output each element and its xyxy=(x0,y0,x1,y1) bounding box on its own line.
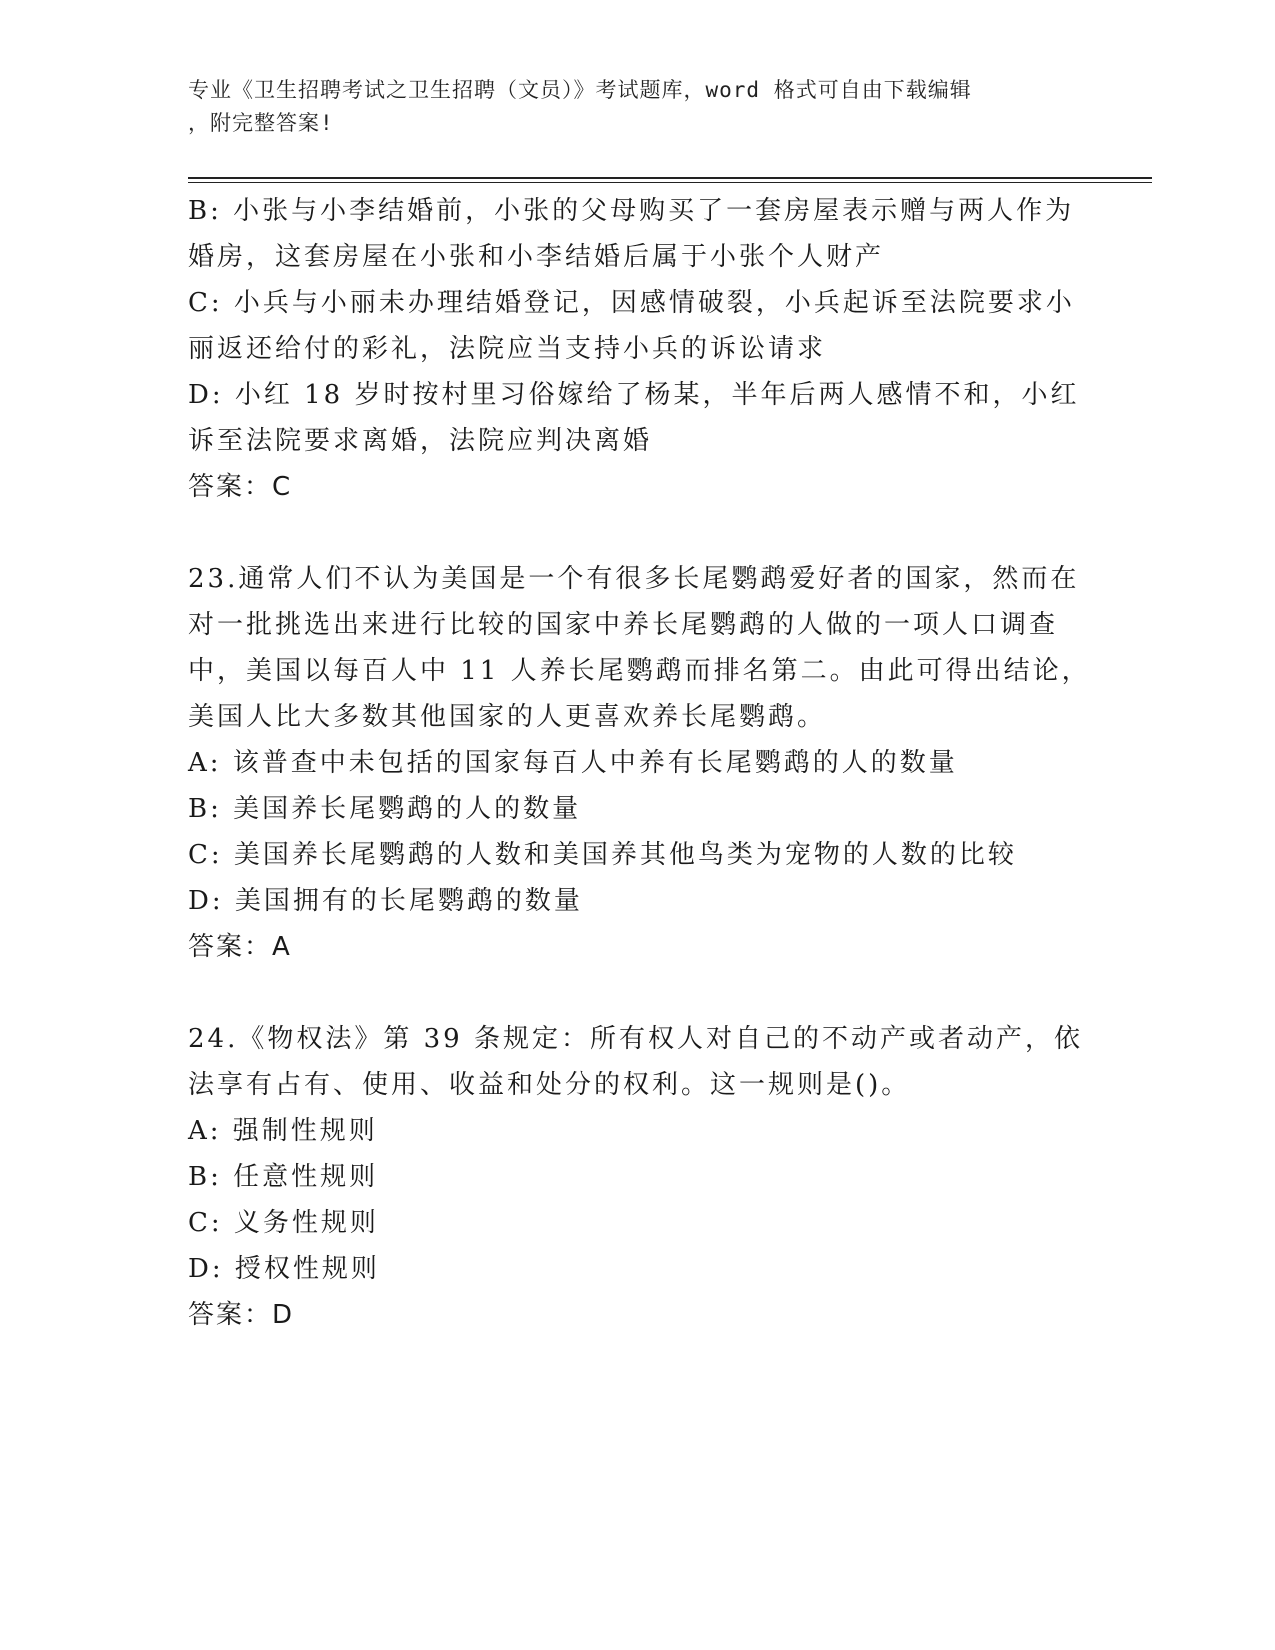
q24-stem-line-2: 法享有占有、使用、收益和处分的权利。这一规则是()。 xyxy=(188,1070,911,1100)
question-content xyxy=(188,188,1091,1338)
document-header xyxy=(188,74,1068,140)
q22-option-d-line-1: D: 小红 18 岁时按村里习俗嫁给了杨某，半年后两人感情不和，小红 xyxy=(188,380,1080,410)
header-rule-thick xyxy=(188,177,1152,179)
question-24 xyxy=(188,1016,1083,1338)
q22-option-b-line-1: B: 小张与小李结婚前，小张的父母购买了一套房屋表示赠与两人作为 xyxy=(188,196,1075,226)
q24-option-c: C: 义务性规则 xyxy=(188,1208,379,1238)
q23-option-c: C: 美国养长尾鹦鹉的人数和美国养其他鸟类为宠物的人数的比较 xyxy=(188,840,1017,870)
header-line-2: ，附完整答案! xyxy=(188,111,334,135)
q22-option-c-line-1: C: 小兵与小丽未办理结婚登记，因感情破裂，小兵起诉至法院要求小 xyxy=(188,288,1075,318)
q23-answer: 答案：A xyxy=(188,932,292,962)
q22-option-d-line-2: 诉至法院要求离婚，法院应判决离婚 xyxy=(188,426,653,456)
q23-stem-line-2: 对一批挑选出来进行比较的国家中养长尾鹦鹉的人做的一项人口调查 xyxy=(188,610,1059,640)
spacer xyxy=(188,970,1068,1016)
q23-option-b: B: 美国养长尾鹦鹉的人的数量 xyxy=(188,794,582,824)
header-line-1: 专业《卫生招聘考试之卫生招聘（文员）》考试题库，word 格式可自由下载编辑 xyxy=(188,78,972,102)
q24-option-b: B: 任意性规则 xyxy=(188,1162,379,1192)
question-22 xyxy=(188,188,1080,510)
q22-answer: 答案：C xyxy=(188,472,293,502)
q23-stem-line-1: 23.通常人们不认为美国是一个有很多长尾鹦鹉爱好者的国家，然而在 xyxy=(188,564,1080,594)
q24-option-a: A: 强制性规则 xyxy=(188,1116,378,1146)
q22-option-c-line-2: 丽返还给付的彩礼，法院应当支持小兵的诉讼请求 xyxy=(188,334,827,364)
q22-option-b-line-2: 婚房，这套房屋在小张和小李结婚后属于小张个人财产 xyxy=(188,242,885,272)
q23-option-a: A: 该普查中未包括的国家每百人中养有长尾鹦鹉的人的数量 xyxy=(188,748,958,778)
q23-option-d: D: 美国拥有的长尾鹦鹉的数量 xyxy=(188,886,583,916)
question-23 xyxy=(188,556,1091,970)
q23-stem-line-3: 中，美国以每百人中 11 人养长尾鹦鹉而排名第二。由此可得出结论， xyxy=(188,656,1091,686)
q23-stem-line-4: 美国人比大多数其他国家的人更喜欢养长尾鹦鹉。 xyxy=(188,702,827,732)
spacer xyxy=(188,510,1068,556)
q24-stem-line-1: 24.《物权法》第 39 条规定：所有权人对自己的不动产或者动产，依 xyxy=(188,1024,1083,1054)
header-rule-thin xyxy=(188,182,1152,183)
q24-option-d: D: 授权性规则 xyxy=(188,1254,380,1284)
q24-answer: 答案：D xyxy=(188,1300,295,1330)
